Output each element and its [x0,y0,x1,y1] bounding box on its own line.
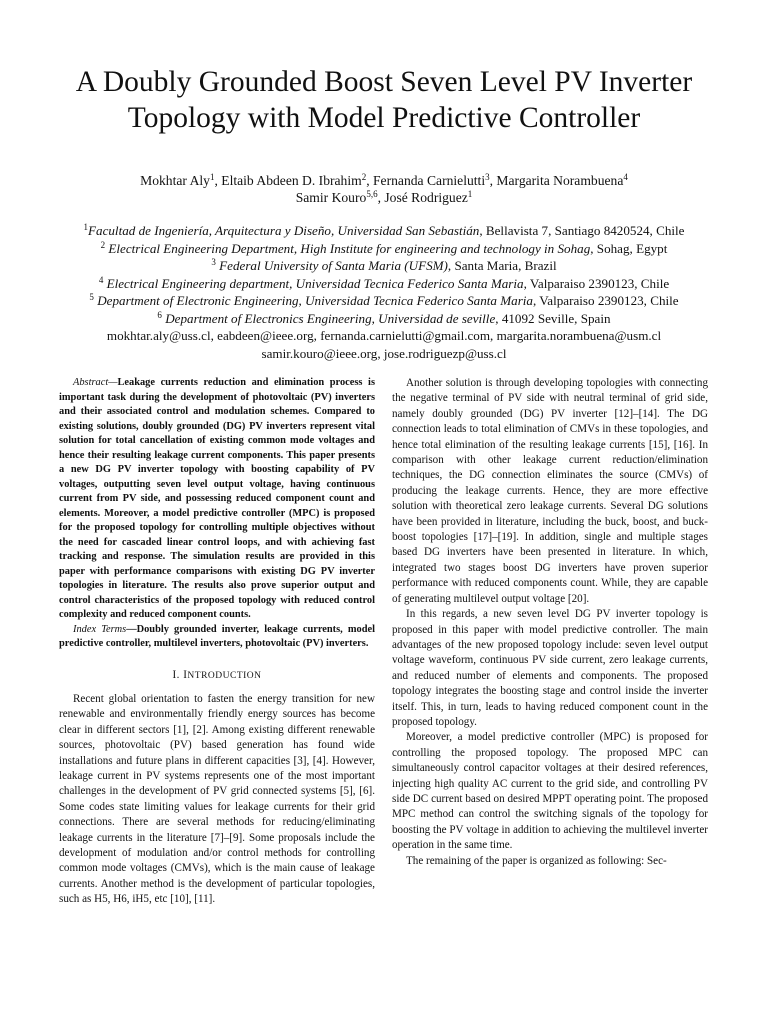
author: Mokhtar Aly [140,173,210,188]
affil-number: 5 [89,292,94,302]
abstract [59,376,375,652]
affil-number: 4 [98,274,104,285]
affiliation-5 [30,292,738,310]
author-separator: , [214,173,222,188]
left-column [59,376,375,908]
author-line-1 [40,172,728,189]
author: Samir Kouro [295,190,367,205]
affiliation-4 [30,275,738,293]
affil-number: 1 [83,222,89,232]
index-terms-label: Index Terms [73,623,127,635]
email-line-2[interactable]: samir.kouro@ieee.org, jose.rodriguezp@uss.cl [261,345,507,361]
section-heading-introduction [59,668,375,684]
author-affil-mark: 2 [361,172,367,182]
author-separator: , [489,173,497,188]
affil-institution: Department of Electronics Engineering, Universidad de seville [165,310,496,326]
affil-location: , Sohag, Egypt [590,240,668,256]
abstract-text: Leakage currents reduction and elimination process is important task during the development of photovoltaic (PV) inverters and their associated control and modulation schemes. Compared to existing solutions, doubly grounded (DG) PV inverters represent vital solution for total cancellation of existing common mode voltages and hence their resulting leakage current components. This paper presents a new DG PV inverter topology with boosting capability of PV voltages, outputting seven level output voltage, having continuous current from PV side, and possessing reduced component count and elements. Moreover, a model predictive controller (MPC) is proposed for the proposed topology for controlling multiple objectives without the need for cascaded linear control loops, and with achieving fast tracking and response. The simulation results are provided in this paper with performance comparisons with existing DG PV inverter topologies in literature. The results also prove superior output and control characteristics of the proposed topology with reduced control complexity and reduced component counts. [59,377,375,620]
author: José Rodriguez [384,190,468,205]
body-paragraph: In this regards, a new seven level DG PV inverter topology is proposed in this paper with model predictive controller. The main advantages of the new proposed topology include: seven level output voltage waveform, continuous PV side current, zero leakage currents, and reduced number of elements and components. The proposed topology integrates the boosting stage and control inside the inverter itself. This, in turn, leads to having reduced component count in the proposed topology. [392,608,708,728]
affil-location: , 41092 Seville, Spain [495,310,611,326]
intro-paragraph: Recent global orientation to fasten the energy transition for new renewable and environmentally friendly energy sources has become clear in different sectors [1], [2]. Among existing different renewable sources, photovoltaic (PV) based generation has found wide installations and future plans in different capacities [3], [4]. However, leakage current in PV systems represents one of the most important challenges in the development of PV grid connected systems [5], [6]. Some codes state limiting values for leakage currents for their grid connections. There are several methods for reducing/eliminating leakage currents in the literature [7]–[9]. Some proposals include the development of modulation and/or control methods for controlling common mode voltages (CMVs), which is the main cause of leakage currents. Another method is the development of particular topologies, such as H5, H6, iH5, etc [10], [11]. [59,692,375,906]
affiliation-1 [30,222,738,240]
paper-title: A Doubly Grounded Boost Seven Level PV Inverter Topology with Model Predictive Controller [75,66,693,134]
affil-location: , Valparaiso 2390123, Chile [532,293,679,308]
author-line-2 [40,189,728,206]
affil-location: , Valparaiso 2390123, Chile [523,275,670,291]
affil-institution: Electrical Engineering Department, High Institute for engineering and technology in Sohag [108,240,591,256]
index-terms-text: —Doubly grounded inverter, leakage currents, model predictive controller, multilevel inverters, photovoltaic (PV) inverters. [59,623,375,649]
right-column [392,376,708,869]
affil-number: 3 [211,257,216,267]
affiliation-2 [30,240,738,258]
author: Eltaib Abdeen D. Ibrahim [221,173,362,188]
section-initial: I [183,668,188,681]
section-number: I. [172,668,180,681]
author-list [40,172,728,206]
author-affil-mark: 4 [623,172,628,182]
author-affil-mark: 1 [467,189,473,199]
section-title-rest: NTRODUCTION [187,670,262,681]
affil-location: , Santa Maria, Brazil [447,258,557,273]
author-separator: , [366,173,373,188]
abstract-label: Abstract— [73,377,118,388]
affil-institution: Facultad de Ingeniería, Arquitectura y Diseño, Universidad San Sebastián [88,223,480,238]
affiliation-6 [30,310,738,328]
affiliation-3 [30,257,738,275]
body-paragraph: Another solution is through developing topologies with connecting the negative terminal of PV side with neutral terminal of grid side, namely doubly grounded (DG) PV inverter [12]–[14]. The DG connection leads to total elimination of CMVs in these topologies, and hence total elimination of the resulting leakage currents [15], [16]. In comparison with other leakage current reduction/elimination techniques, the DG connection eliminates the source (CMVs) of producing the leakage currents. Hence, they are more effective solution with theoretical zero leakage currents. Several DG solutions have been provided in literature, including the buck, boost, and buck-boost topologies [17]–[19]. In addition, single and multiple stages based DG inverters have been presented in literature. In which, integrated two stages boost DG inverters have proven superior performance with reduced components count. While, they are capable of generating multilevel output voltage [20]. [392,377,708,605]
email-line-1[interactable]: mokhtar.aly@uss.cl, eabdeen@ieee.org, fernanda.carnielutti@gmail.com, margarita.norambuena@usm.cl [106,328,662,343]
author-affil-mark: 1 [209,172,215,182]
affil-number: 6 [157,309,162,320]
author: Fernanda Carnielutti [373,173,486,188]
abstract-paragraph [59,376,375,623]
author-affil-mark: 3 [485,172,490,182]
body-paragraph: The remaining of the paper is organized as following: Sec- [406,854,667,867]
affil-number: 2 [100,239,106,250]
author-separator: , [377,190,385,205]
affil-institution: Federal University of Santa Maria (UFSM) [219,258,448,273]
affil-institution: Department of Electronic Engineering, Universidad Tecnica Federico Santa Maria [97,293,533,308]
author: Margarita Norambuena [496,173,624,188]
affil-institution: Electrical Engineering department, Universidad Tecnica Federico Santa Maria [106,275,524,291]
author-affil-mark: 5,6 [366,189,378,199]
affiliation-block [30,222,738,362]
body-paragraph: Moreover, a model predictive controller (MPC) is proposed for controlling the proposed topology. The proposed MPC can simultaneously control capacitor voltages at their desired references, injecting high quality AC current to the grid side, and controlling PV side DC current based on desired MPPT operating point. The proposed MPC method can control the switching signals of the topology for boosting the PV voltage in addition to achieving the multilevel inverter operation in the same time. [392,731,708,852]
affil-location: , Bellavista 7, Santiago 8420524, Chile [479,223,685,238]
index-terms [59,623,375,652]
